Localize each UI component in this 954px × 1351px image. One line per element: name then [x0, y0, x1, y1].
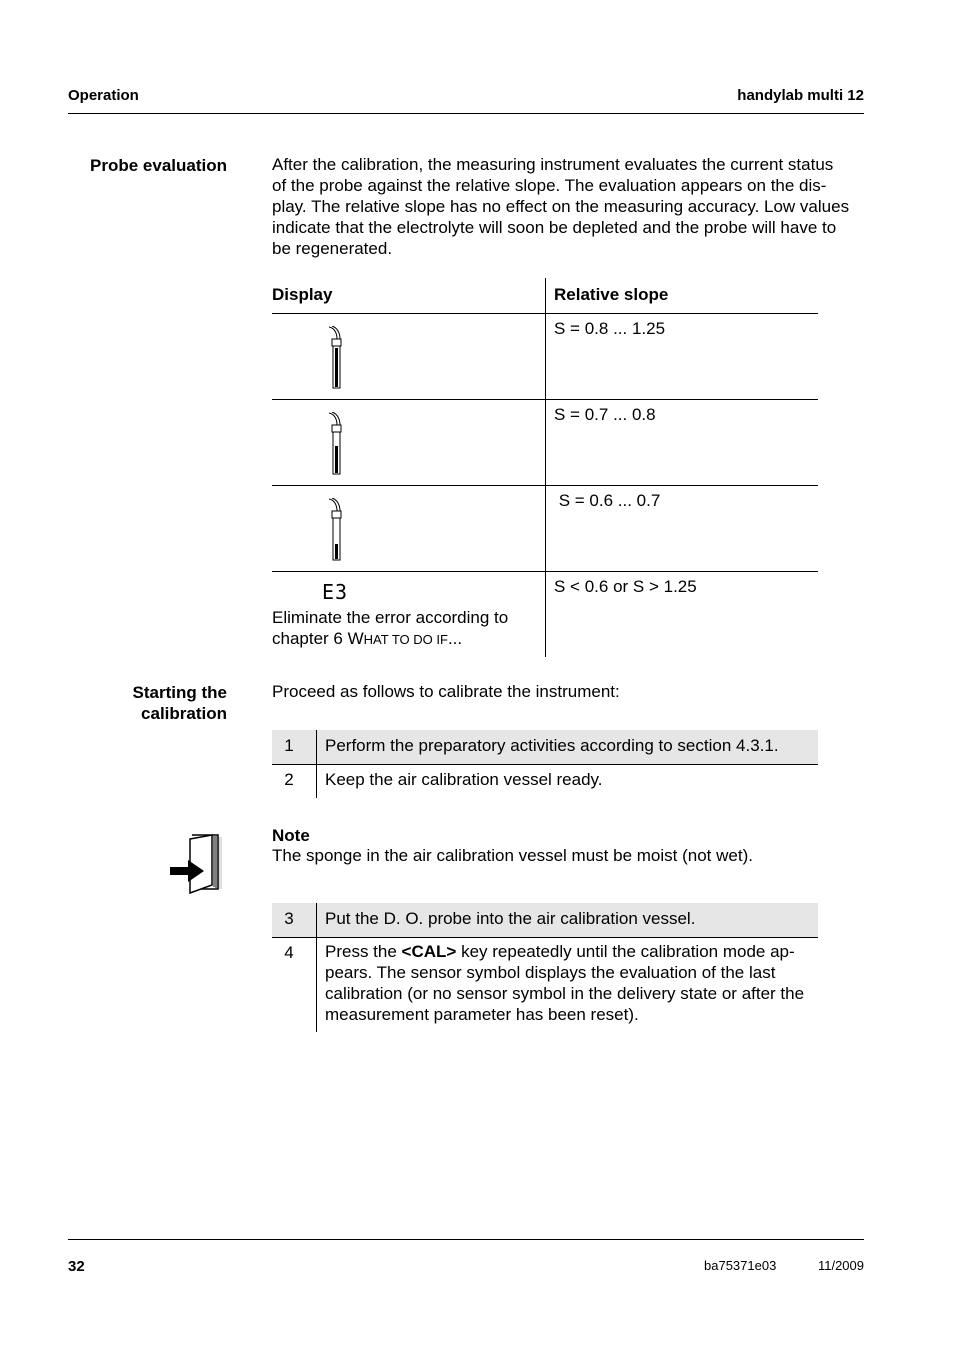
step-text-line: measurement parameter has been reset).: [325, 1005, 639, 1024]
paragraph-line: of the probe against the relative slope. The evaluation appears on the dis-: [272, 176, 827, 195]
slope-value: S = 0.8 ... 1.25: [554, 319, 666, 338]
slope-value: S = 0.7 ... 0.8: [554, 405, 656, 424]
note-title: Note: [272, 826, 310, 845]
column-header-relative-slope: Relative slope: [554, 285, 669, 304]
step-number: 4: [284, 943, 294, 962]
step-text: Put the D. O. probe into the air calibration vessel.: [325, 909, 696, 928]
table-row-divider: [272, 485, 818, 486]
header-rule: [68, 113, 864, 114]
probe-evaluation-paragraph: [272, 154, 864, 259]
error-instruction: [272, 607, 508, 650]
probe-icon-two-bars: [322, 412, 346, 481]
header-product-name: handylab multi 12: [737, 87, 864, 104]
step-text: Perform the preparatory activities according to section 4.3.1.: [325, 736, 779, 755]
chapter-ref-title: HAT TO DO IF: [363, 632, 448, 647]
table-row: [272, 765, 818, 798]
probe-evaluation-heading: Probe evaluation: [90, 156, 227, 175]
step-text-suffix: key repeatedly until the calibration mode ap-: [456, 942, 795, 961]
error-instruction-line: Eliminate the error according to: [272, 608, 509, 627]
step-text: Keep the air calibration vessel ready.: [325, 770, 603, 789]
slope-value: S < 0.6 or S > 1.25: [554, 577, 697, 596]
table-column-divider: [316, 730, 317, 798]
step-text-line: pears. The sensor symbol displays the evaluation of the last: [325, 963, 776, 982]
table-row: [272, 730, 818, 764]
table-column-divider: [316, 903, 317, 1032]
paragraph-line: play. The relative slope has no effect on the measuring accuracy. Low values: [272, 197, 850, 216]
table-row-divider: [272, 399, 818, 400]
chapter-ref-suffix: ...: [447, 629, 463, 648]
paragraph-line: be regenerated.: [272, 239, 393, 258]
document-number: ba75371e03: [704, 1258, 777, 1273]
probe-icon-full: [322, 326, 346, 395]
starting-intro: Proceed as follows to calibrate the instrument:: [272, 682, 620, 701]
error-code-display: E3: [322, 580, 349, 604]
table-row: [272, 903, 818, 937]
step-text-prefix: Press the: [325, 942, 402, 961]
step-number: 2: [284, 770, 294, 789]
manual-arrow-icon: [168, 833, 230, 902]
footer-rule: [68, 1239, 864, 1240]
cal-key-label: <CAL>: [401, 942, 457, 961]
heading-line: calibration: [141, 704, 227, 723]
column-header-display: Display: [272, 285, 333, 304]
error-instruction-line: [272, 628, 508, 650]
paragraph-line: indicate that the electrolyte will soon be depleted and the probe will have to: [272, 218, 837, 237]
heading-line: Starting the: [132, 683, 227, 702]
table-row: [272, 938, 818, 1032]
table-column-divider: [545, 278, 546, 657]
slope-value: S = 0.6 ... 0.7: [554, 491, 661, 510]
chapter-ref-prefix: chapter 6 W: [272, 629, 364, 648]
probe-icon-one-bar: [322, 498, 346, 567]
note-text: The sponge in the air calibration vessel must be moist (not wet).: [272, 846, 753, 865]
paragraph-line: After the calibration, the measuring instrument evaluates the current status: [272, 155, 834, 174]
starting-calibration-heading: [68, 682, 227, 724]
step-number: 3: [284, 909, 294, 928]
document-date: 11/2009: [817, 1258, 864, 1273]
table-row-divider: [272, 571, 818, 572]
header-section-title: Operation: [68, 87, 139, 104]
step-text-line: [325, 941, 815, 962]
table-row-divider: [272, 313, 818, 314]
step-text-line: calibration (or no sensor symbol in the delivery state or after the: [325, 984, 805, 1003]
page-number: 32: [68, 1258, 85, 1275]
step-text: [325, 941, 815, 1025]
step-number: 1: [284, 736, 294, 755]
